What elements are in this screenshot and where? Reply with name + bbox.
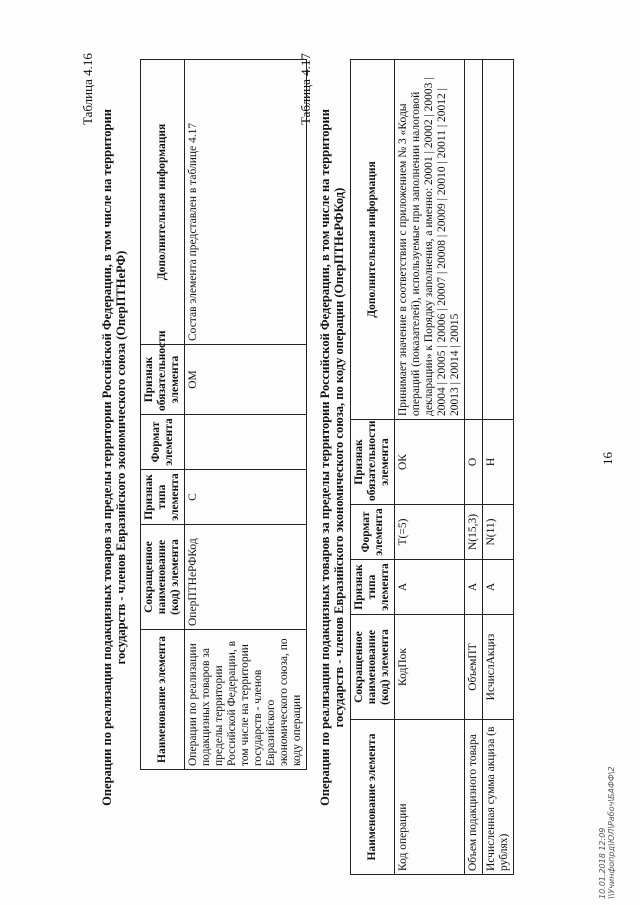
header-cell: Дополнительная информация — [141, 60, 185, 345]
table-cell — [465, 60, 483, 420]
header-cell: Формат элемента — [351, 505, 395, 560]
table-cell: Н — [483, 420, 514, 505]
header-cell: Признак обязательности элемента — [141, 345, 185, 415]
table-cell: Исчисленная сумма акциза (в рублях) — [483, 720, 514, 875]
table-cell — [185, 415, 307, 470]
header-cell: Сокращенное наименование (код) элемента — [351, 615, 395, 720]
table-cell: О — [465, 420, 483, 505]
header-cell: Признак типа элемента — [351, 560, 395, 615]
table-cell: А — [465, 560, 483, 615]
table-title: Операции по реализации подакцизных товаров за пределы территории Российской Федерации, в том числе на территории государств - членов Евразийского экономического союза (ОперПТНеРФ) — [100, 109, 128, 806]
table-cell: Объем подакцизного товара — [465, 720, 483, 875]
file-stamp — [598, 766, 616, 899]
table-header-row — [351, 60, 395, 875]
table-cell: Код операции — [395, 720, 465, 875]
table-row — [395, 60, 465, 875]
stamp-line: 10.01.2018 12:09 — [598, 827, 607, 899]
table-label: Таблица 4.16 — [80, 53, 95, 125]
table-cell: ОбъемПТ — [465, 615, 483, 720]
table-row — [483, 60, 514, 875]
table-header-row — [141, 60, 185, 770]
table-cell: ИсчислАкциз — [483, 615, 514, 720]
spec-table-4-17 — [350, 59, 514, 875]
table-label: Таблица 4.17 — [298, 53, 313, 125]
table-cell: А — [395, 560, 465, 615]
table-cell: Принимает значение в соответствии с приложением № 3 «Коды операций (показателей), используемые при заполнении налоговой декларации» к Порядку заполнения, а именно: 20001 | 20002 | 20003 | 20004 | 20005 | 20006 | 20007 | 20008 | 20009 | 20010 | 20011 | 20012 | 20013 | 20014 | 20015 — [395, 60, 465, 420]
table-cell: Состав элемента представлен в таблице 4.17 — [185, 60, 307, 345]
table-title: Операции по реализации подакцизных товаров за пределы территории Российской Федерации, в том числе на территории государств - членов Евразийского экономического союза, по коду операции (ОперПТНеРФКод) — [318, 109, 346, 806]
table-cell: С — [185, 470, 307, 525]
table-row — [185, 60, 307, 770]
table-cell: ОперПТНеРФКод — [185, 525, 307, 630]
table-cell — [483, 60, 514, 420]
table-cell: Т(=5) — [395, 505, 465, 560]
page-number: 16 — [600, 452, 615, 465]
table-row — [465, 60, 483, 875]
table-cell: А — [483, 560, 514, 615]
table-cell: N(11) — [483, 505, 514, 560]
header-cell: Формат элемента — [141, 415, 185, 470]
header-cell: Признак типа элемента — [141, 470, 185, 525]
table-cell: ОК — [395, 420, 465, 505]
table-cell: N(15,3) — [465, 505, 483, 560]
spec-table-4-16 — [140, 59, 307, 770]
table-cell: Операции по реализации подакцизных товаров за пределы территории Российской Федерации, в том числе на территории государств - членов Евразийского экономического союза, по коду операции — [185, 630, 307, 770]
header-cell: Признак обязательности элемента — [351, 420, 395, 505]
header-cell: Сокращенное наименование (код) элемента — [141, 525, 185, 630]
header-cell: Дополнительная информация — [351, 60, 395, 420]
header-cell: Наименование элемента — [141, 630, 185, 770]
table-cell: ОМ — [185, 345, 307, 415]
table-cell: КодПок — [395, 615, 465, 720]
header-cell: Наименование элемента — [351, 720, 395, 875]
stamp-line: \\Учинфопрд\ЮЛ\Рабоч\БАФФ\2 — [607, 766, 616, 899]
